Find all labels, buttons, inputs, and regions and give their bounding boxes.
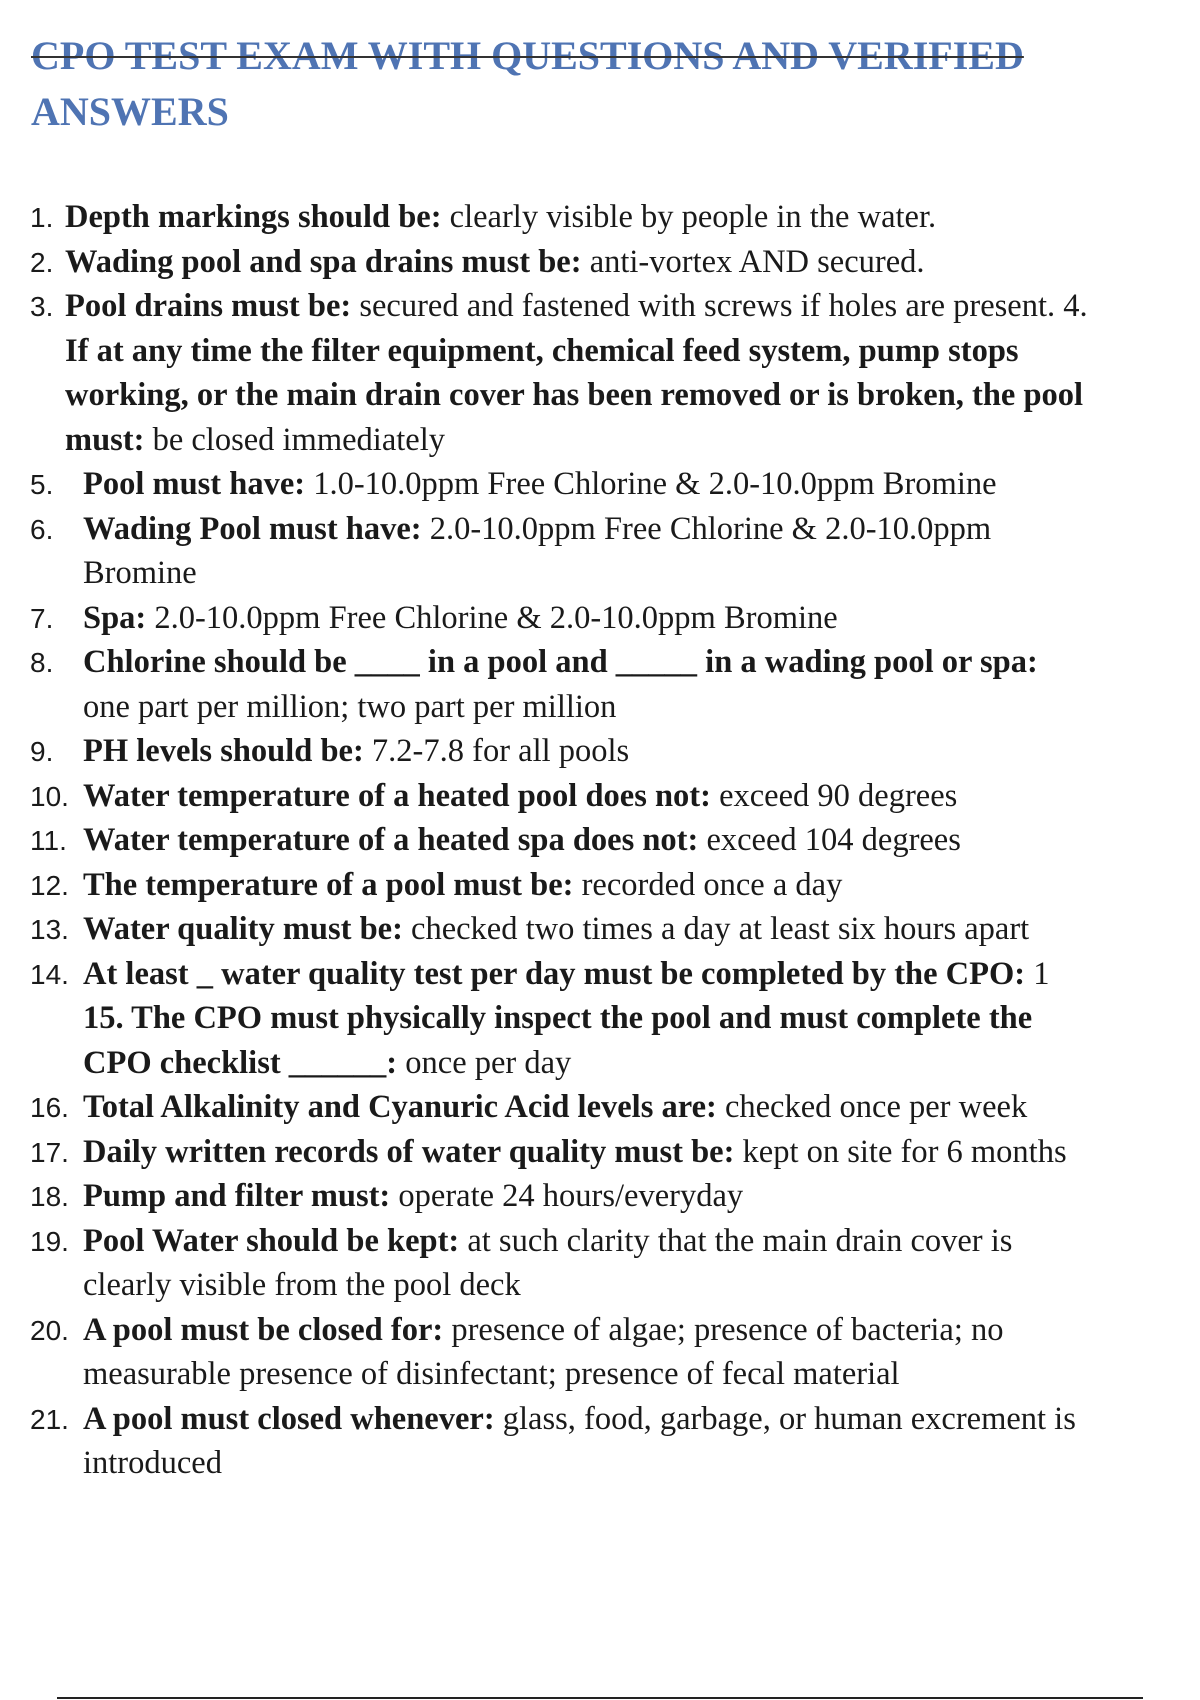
answer-text: Bromine <box>83 555 197 591</box>
question-list <box>0 195 1200 1486</box>
question-text: Chlorine should be ____ in a pool and _____ in a wading pool or spa: <box>83 644 1038 680</box>
list-item <box>0 1130 1200 1175</box>
question-text: working, or the main drain cover has been removed or is broken, the pool <box>65 377 1084 413</box>
list-item <box>0 462 1200 507</box>
list-item <box>0 195 1200 240</box>
item-number: 11. <box>30 825 67 856</box>
answer-text: kept on site for 6 months <box>734 1133 1067 1170</box>
question-text: Pool must have: <box>83 466 306 502</box>
answer-text: 1 <box>1025 955 1050 992</box>
answer-text: checked two times a day at least six hours apart <box>402 911 1030 947</box>
question-text: Wading Pool must have: <box>83 510 422 547</box>
question-text: Depth markings should be: <box>65 199 442 235</box>
answer-text: be closed immediately <box>144 421 445 458</box>
item-number: 12. <box>30 869 69 901</box>
answer-text: checked once per week <box>716 1089 1028 1125</box>
title-line-1: CPO TEST EXAM WITH QUESTIONS AND VERIFIED <box>31 33 1024 78</box>
answer-text: clearly visible by people in the water. <box>441 199 937 235</box>
list-item <box>0 1397 1200 1486</box>
list-item <box>0 818 1200 863</box>
item-number: 8. <box>30 647 54 678</box>
list-item <box>0 1085 1200 1130</box>
question-text: Total Alkalinity and Cyanuric Acid levels are: <box>83 1089 717 1125</box>
question-text: CPO checklist ______: <box>83 1044 398 1081</box>
question-text: Water quality must be: <box>83 911 403 947</box>
answer-text: measurable presence of disinfectant; presence of fecal material <box>83 1356 900 1392</box>
question-text: A pool must be closed for: <box>83 1311 444 1348</box>
question-text: PH levels should be: <box>83 733 364 769</box>
item-number: 13. <box>30 914 69 945</box>
answer-text: presence of algae; presence of bacteria; no <box>443 1311 1004 1348</box>
document-title <box>31 28 1181 140</box>
question-text: Pool drains must be: <box>65 288 352 324</box>
answer-text: 1.0-10.0ppm Free Chlorine & 2.0-10.0ppm Bromine <box>305 466 997 502</box>
item-number: 1. <box>30 202 54 233</box>
item-number: 19. <box>30 1225 69 1257</box>
answer-text: operate 24 hours/everyday <box>390 1178 744 1214</box>
list-item <box>0 952 1200 1086</box>
question-text: Spa: <box>83 599 147 636</box>
question-text: A pool must closed whenever: <box>83 1400 495 1437</box>
list-item <box>0 1219 1200 1308</box>
list-item <box>0 907 1200 952</box>
question-text: Pool Water should be kept: <box>83 1222 460 1259</box>
question-text: At least _ water quality test per day must be completed by the CPO: <box>83 955 1026 992</box>
question-text: Wading pool and spa drains must be: <box>65 243 582 280</box>
item-number: 16. <box>30 1092 69 1123</box>
item-number: 17. <box>30 1136 69 1168</box>
answer-text: 7.2-7.8 for all pools <box>363 733 630 769</box>
list-item <box>0 240 1200 285</box>
item-number: 21. <box>30 1403 69 1435</box>
answer-text: clearly visible from the pool deck <box>83 1267 521 1303</box>
answer-text: introduced <box>83 1445 222 1481</box>
answer-text: one part per million; two part per million <box>83 688 617 725</box>
list-item <box>0 507 1200 596</box>
question-text: Daily written records of water quality must be: <box>83 1133 735 1170</box>
item-number: 9. <box>30 736 54 767</box>
question-text: must: <box>65 421 145 458</box>
question-text: If at any time the filter equipment, chemical feed system, pump stops <box>65 332 1019 369</box>
item-number: 3. <box>30 291 54 322</box>
item-number: 18. <box>30 1181 69 1212</box>
item-number: 14. <box>30 958 69 990</box>
title-line-2: ANSWERS <box>31 89 229 134</box>
list-item <box>0 596 1200 641</box>
question-text: Water temperature of a heated spa does not: <box>83 822 699 858</box>
item-number: 5. <box>30 469 54 500</box>
answer-text: exceed 90 degrees <box>710 777 958 814</box>
list-item <box>0 1174 1200 1219</box>
item-number: 6. <box>30 513 54 545</box>
question-text: Pump and filter must: <box>83 1178 391 1214</box>
answer-text: at such clarity that the main drain cover is <box>459 1222 1013 1259</box>
footer-divider <box>57 1697 1143 1699</box>
question-text: Water temperature of a heated pool does not: <box>83 777 711 814</box>
list-item <box>0 284 1200 462</box>
item-number: 2. <box>30 246 54 278</box>
list-item <box>0 640 1200 729</box>
list-item <box>0 774 1200 819</box>
item-number: 10. <box>30 780 69 812</box>
question-text: The temperature of a pool must be: <box>83 866 574 903</box>
answer-text: once per day <box>397 1044 572 1081</box>
item-number: 20. <box>30 1314 69 1346</box>
answer-text: recorded once a day <box>573 866 843 903</box>
answer-text: exceed 104 degrees <box>698 822 961 858</box>
item-number: 7. <box>30 602 54 634</box>
answer-text: 2.0-10.0ppm Free Chlorine & 2.0-10.0ppm Bromine <box>146 599 838 636</box>
answer-text: anti-vortex AND secured. <box>581 243 925 280</box>
question-text: 15. The CPO must physically inspect the pool and must complete the <box>83 1000 1033 1036</box>
answer-text: secured and fastened with screws if holes are present. 4. <box>351 288 1088 324</box>
answer-text: glass, food, garbage, or human excrement is <box>494 1400 1076 1437</box>
answer-text: 2.0-10.0ppm Free Chlorine & 2.0-10.0ppm <box>421 510 992 547</box>
list-item <box>0 1308 1200 1397</box>
list-item <box>0 729 1200 774</box>
list-item <box>0 863 1200 908</box>
